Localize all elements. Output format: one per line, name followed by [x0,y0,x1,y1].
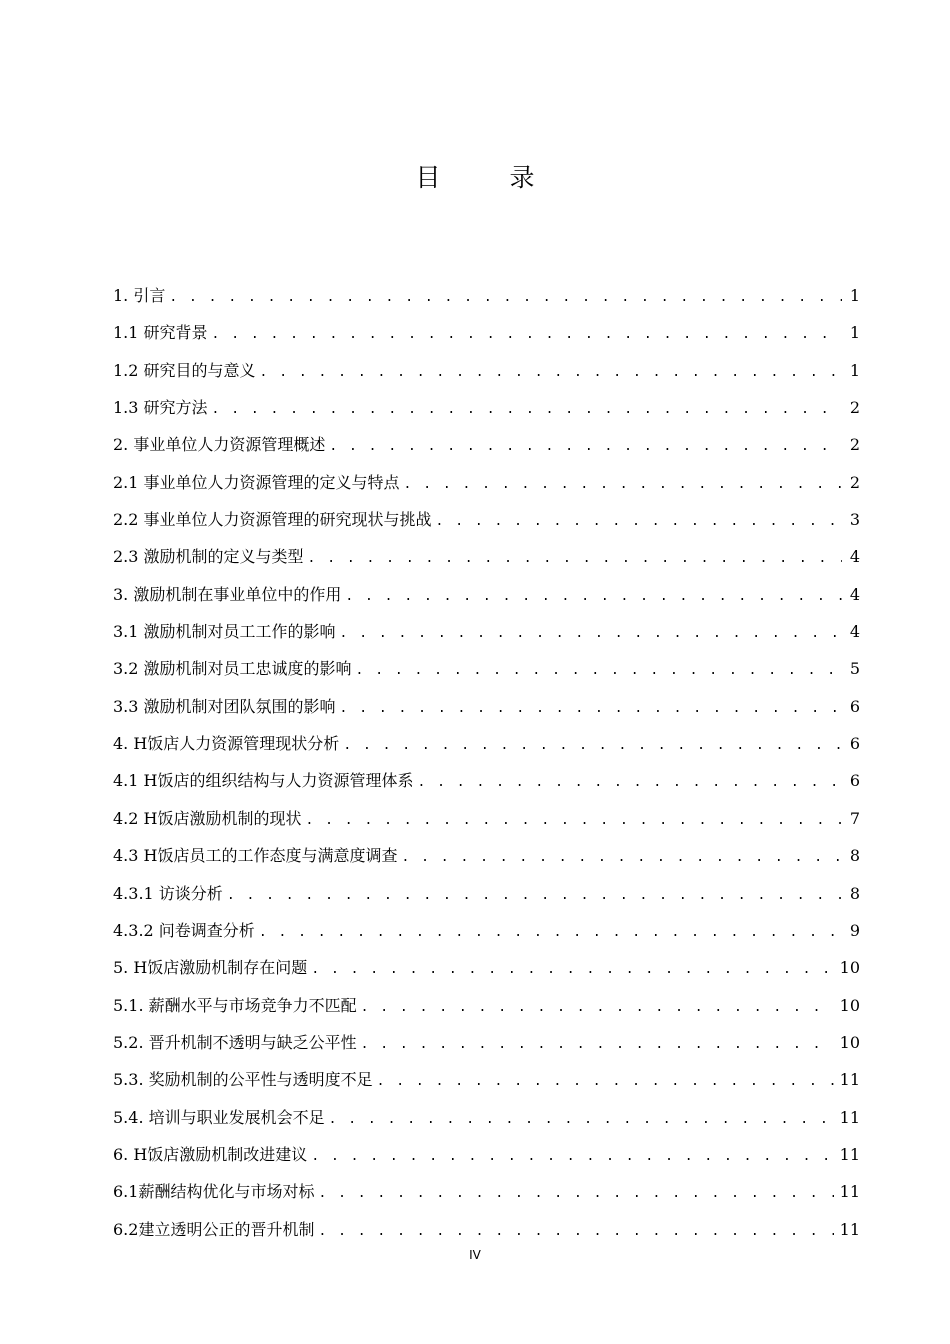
toc-entry-label: 1.1 研究背景 [113,323,208,343]
toc-entry-page: 4 [849,622,860,642]
toc-entry-label: 6.2建立透明公正的晋升机制 [113,1219,315,1239]
page-number: IV [469,1248,481,1262]
toc-entry-page: 11 [839,1182,860,1202]
toc-entry[interactable] [113,538,860,575]
toc-entry[interactable] [113,464,860,501]
toc-entry[interactable] [113,1099,860,1136]
toc-dot-leader [212,391,842,428]
table-of-contents [113,277,860,1248]
toc-entry-page: 6 [849,696,860,716]
toc-entry-label: 5.1. 薪酬水平与市场竞争力不匹配 [113,995,357,1015]
toc-entry-label: 6.1薪酬结构优化与市场对标 [113,1182,315,1202]
toc-entry-page: 8 [849,846,860,866]
toc-dot-leader [343,727,842,764]
toc-entry-label: 1.3 研究方法 [113,398,208,418]
toc-entry[interactable] [113,987,860,1024]
toc-dot-leader [259,914,842,951]
toc-entry[interactable] [113,314,860,351]
toc-entry[interactable] [113,1136,860,1173]
toc-entry-label: 4. H饭店人力资源管理现状分析 [113,734,340,754]
toc-entry[interactable] [113,277,860,314]
toc-entry-label: 4.3.1 访谈分析 [113,883,223,903]
toc-entry-label: 3. 激励机制在事业单位中的作用 [113,584,342,604]
toc-dot-leader [260,354,842,391]
toc-entry-label: 3.2 激励机制对员工忠诚度的影响 [113,659,352,679]
toc-entry-label: 4.2 H饭店激励机制的现状 [113,808,302,828]
toc-entry-label: 5.4. 培训与职业发展机会不足 [113,1107,325,1127]
toc-dot-leader [436,503,842,540]
toc-dot-leader [402,839,843,876]
toc-dot-leader [340,615,842,652]
toc-entry-page: 10 [839,995,860,1015]
toc-entry[interactable] [113,837,860,874]
toc-entry-label: 2. 事业单位人力资源管理概述 [113,435,326,455]
toc-dot-leader [418,764,843,801]
toc-dot-leader [329,428,842,465]
toc-entry-page: 11 [839,1144,860,1164]
toc-entry[interactable] [113,426,860,463]
toc-dot-leader [361,1026,834,1063]
toc-entry[interactable] [113,650,860,687]
toc-entry[interactable] [113,688,860,725]
toc-entry-label: 1.2 研究目的与意义 [113,360,256,380]
toc-entry[interactable] [113,1024,860,1061]
toc-entry-label: 4.3 H饭店员工的工作态度与满意度调查 [113,846,398,866]
toc-entry[interactable] [113,762,860,799]
toc-dot-leader [329,1101,834,1138]
toc-entry-page: 2 [849,398,860,418]
toc-dot-leader [377,1063,834,1100]
toc-entry-label: 5. H饭店激励机制存在问题 [113,958,308,978]
toc-entry-label: 4.3.2 问卷调查分析 [113,920,255,940]
toc-entry-label: 2.3 激励机制的定义与类型 [113,547,304,567]
toc-dot-leader [404,466,842,503]
toc-dot-leader [306,802,843,839]
toc-entry-page: 6 [849,771,860,791]
toc-entry-page: 1 [849,286,860,305]
toc-entry-label: 1. 引言 [113,286,166,305]
toc-entry-page: 3 [849,510,860,530]
toc-entry-label: 5.2. 晋升机制不透明与缺乏公平性 [113,1032,357,1052]
toc-dot-leader [212,316,842,353]
toc-dot-leader [227,877,842,914]
toc-entry-page: 4 [849,547,860,567]
toc-entry-page: 6 [849,734,860,754]
toc-entry[interactable] [113,800,860,837]
toc-entry[interactable] [113,389,860,426]
toc-entry-page: 1 [849,360,860,380]
toc-entry-page: 11 [839,1107,860,1127]
toc-entry-page: 1 [849,323,860,343]
page-title: 目 录 [415,163,557,192]
toc-entry[interactable] [113,875,860,912]
toc-entry[interactable] [113,1061,860,1098]
toc-entry-page: 4 [849,584,860,604]
toc-entry[interactable] [113,576,860,613]
toc-entry-label: 2.2 事业单位人力资源管理的研究现状与挑战 [113,510,432,530]
toc-entry-page: 7 [849,808,860,828]
toc-entry-page: 2 [849,435,860,455]
toc-dot-leader [340,690,842,727]
toc-dot-leader [345,578,842,615]
toc-entry[interactable] [113,912,860,949]
toc-entry[interactable] [113,1173,860,1210]
toc-dot-leader [311,1138,833,1175]
toc-entry[interactable] [113,613,860,650]
toc-entry-page: 5 [849,659,860,679]
toc-entry-page: 10 [839,1032,860,1052]
toc-entry-label: 5.3. 奖励机制的公平性与透明度不足 [113,1070,373,1090]
toc-entry[interactable] [113,352,860,389]
toc-entry-label: 6. H饭店激励机制改进建议 [113,1144,308,1164]
toc-dot-leader [169,279,842,316]
toc-entry-label: 3.1 激励机制对员工工作的影响 [113,622,336,642]
toc-entry-page: 11 [839,1219,860,1239]
toc-entry-label: 2.1 事业单位人力资源管理的定义与特点 [113,472,400,492]
toc-entry[interactable] [113,949,860,986]
toc-entry[interactable] [113,725,860,762]
toc-entry-page: 10 [839,958,860,978]
toc-dot-leader [361,989,834,1026]
toc-dot-leader [311,951,833,988]
toc-entry-page: 2 [849,472,860,492]
toc-entry[interactable] [113,501,860,538]
toc-dot-leader [318,1175,833,1212]
toc-entry-page: 11 [839,1070,860,1090]
toc-entry[interactable] [113,1211,860,1248]
toc-dot-leader [318,1213,833,1250]
toc-dot-leader [356,652,842,689]
toc-entry-label: 4.1 H饭店的组织结构与人力资源管理体系 [113,771,414,791]
toc-dot-leader [308,540,842,577]
toc-entry-page: 8 [849,883,860,903]
toc-entry-label: 3.3 激励机制对团队氛围的影响 [113,696,336,716]
toc-entry-page: 9 [849,920,860,940]
